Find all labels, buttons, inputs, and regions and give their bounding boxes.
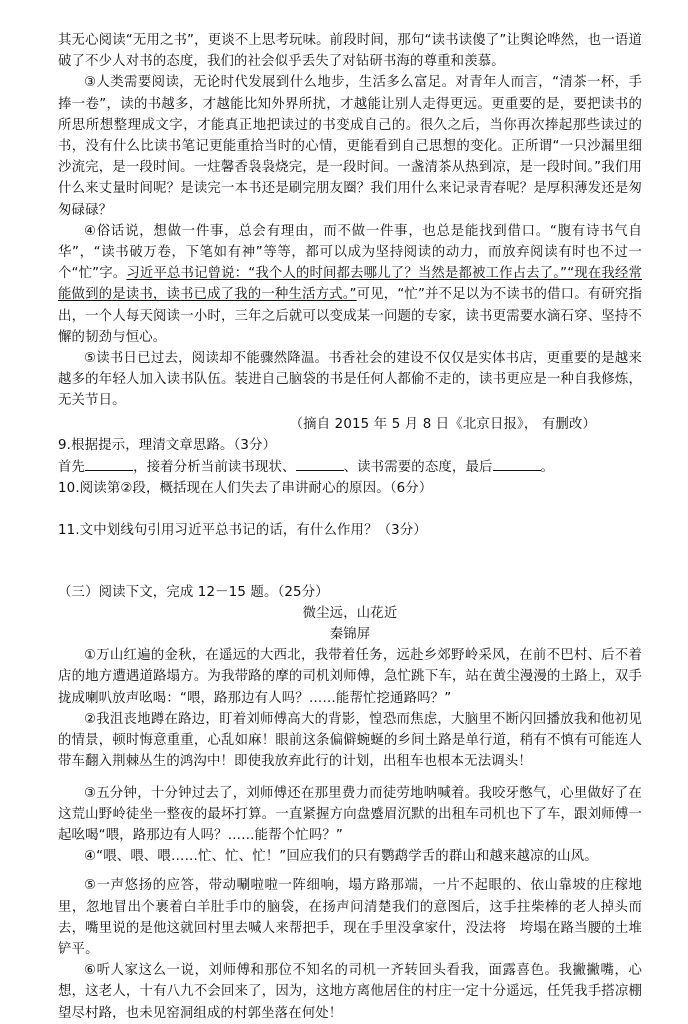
- answer-space-11[interactable]: [58, 542, 642, 576]
- story-paragraph-6: ⑥听人家这么一说，刘师傅和那位不知名的司机一齐转回头看我，面露喜色。我撇撇嘴，心想，这老人，十有八九不会回来了，因为，这地方离他居住的村庄一定十分遥远，任凭我手搭凉棚望尽村路，也未见窑洞组成的村郭坐落在何处！: [58, 963, 642, 1021]
- source-citation: （摘自 2015 年 5 月 8 日《北京日报》， 有删改）: [289, 416, 596, 432]
- underlined-quote: 习近平总书记曾说：“我个人的时间都去哪儿了？当然是都被工作占去了。”“现在我经常能做到的是读书，读书已成了我的一种生活方式。”: [58, 266, 643, 303]
- story-paragraph-4: ④“喂、喂、喂……忙、忙、忙！”回应我们的只有鹦鹉学舌的群山和越来越凉的山风。: [84, 849, 598, 865]
- story-paragraph-5: ⑤一声悠扬的应答，带动唰啦啦一阵细响，塌方路那端，一片不起眼的、依山靠坡的庄稼地里，忽地冒出个裹着白羊肚手巾的脑袋，在扬声问清楚我们的意图后，这手拄柴棒的老人掉头而去，嘴里说的是他这就回村里去喊人来帮把手，现在手里没拿家什，没法将 垮塌在路当腰的土堆铲平。: [58, 878, 642, 957]
- paragraph-gap: [58, 773, 642, 783]
- question-10: 10.阅读第②段，概括现在人们失去了串讲耐心的原因。（6分）: [58, 481, 433, 497]
- paragraph-continued: 其无心阅读“无用之书”，更谈不上思考玩味。前段时间，那句“读书读傻了”让舆论哗然，也一语道破了不少人对书的态度，我们的社会似乎丢失了对钻研书海的尊重和羡慕。: [58, 33, 642, 70]
- answer-blank-2[interactable]: [296, 456, 344, 471]
- answer-blank-3[interactable]: [493, 456, 541, 471]
- paragraph-gap: [58, 867, 642, 875]
- section-3-heading: （三）阅读下文，完成 12－15 题。（25分）: [58, 584, 329, 600]
- document-page: [58, 30, 642, 1024]
- q9-text-a: 首先: [58, 460, 86, 476]
- story-paragraph-3: ③五分钟，十分钟过去了，刘师傅还在那里费力而徒劳地呐喊着。我咬牙憋气，心里做好了在这荒山野岭徒坐一整夜的最坏打算。一直紧握方向盘蹙眉沉默的出租车司机也下了车，跟刘师傅一起吆喝“喂，路那边有人吗？……能帮个忙吗？”: [58, 785, 642, 843]
- paragraph-4-intro: ④俗话说，想做一件事，总会有理由，而不做一件事，也总是能找到借口。“腹有诗书气自华”，“读书破万卷，下笔如有神”等等，都可以成为坚持阅读的动力，而放弃阅读有时也不过一个“忙”字。: [58, 223, 642, 282]
- question-9-prompt: [58, 456, 642, 478]
- paragraph-4-rest: 可见，“忙”并不足以为不读书的借口。有研究指出，一个人每天阅读一小时，三年之后就可以变成某一问题的专家，读书更需要水滴石穿、坚持不懈的韧劲与恒心。: [58, 287, 642, 345]
- q9-text-b: ，接着分析当前读书现状、: [133, 460, 296, 476]
- answer-space-10[interactable]: [58, 499, 642, 520]
- question-11: 11.文中划线句引用习近平总书记的话，有什么作用？（3分）: [58, 523, 427, 539]
- paragraph-3: ③人类需要阅读，无论时代发展到什么地步，生活多么富足。对青年人而言，“清茶一杯，手捧一卷”，读的书越多，才越能比知外界所扰，才越能让别人走得更远。更重要的是，要把读书的所思所想整理成文字，才能真正地把读过的书变成自己的。很久之后，当你再次捧起那些读过的书，没有什么比读书笔记更能重拾当时的心情，更能看到自己思想的变化。正所谓“一只沙漏里细沙流完，是一段时间。一炷馨香袅袅烧完，是一段时间。一盏清茶从热到凉，是一段时间。”我们用什么来丈量时间呢？是读完一本书还是刷完朋友圈？我们用什么来记录青春呢？是厚积薄发还是匆匆碌碌？: [58, 75, 642, 218]
- q9-text-c: 、读书需要的态度，最后: [343, 460, 493, 476]
- question-9: 9.根据提示，理清文章思路。（3分）: [58, 437, 277, 453]
- story-title: 微尘远，山花近: [302, 605, 398, 621]
- paragraph-5: ⑤读书日已过去，阅读却不能骤然降温。书香社会的建设不仅仅是实体书店，更重要的是越来越多的年轻人加入读书队伍。装进自己脑袋的书是任何人都偷不走的，读书更应是一种自我修炼，无关节日。: [58, 351, 642, 409]
- paragraph-4: [58, 221, 642, 348]
- q9-text-d: 。: [540, 460, 555, 476]
- story-paragraph-1: ①万山红遍的金秋，在遥远的大西北，我带着任务，远赴乡郊野岭采风，在前不巴村、后不着店的地方遭遇道路塌方。为我带路的摩的司机刘师傅，急忙跳下车，站在黄尘漫漫的土路上，双手拢成喇叭放声吆喝：“喂，路那边有人吗？……能帮忙挖通路吗？”: [58, 648, 642, 706]
- answer-blank-1[interactable]: [85, 456, 133, 471]
- story-author: 秦锦屏: [329, 627, 371, 643]
- story-paragraph-2: ②我沮丧地蹲在路边，盯着刘师傅高大的背影，惶恐而焦虑，大脑里不断闪回播放我和他初见的情景，顿时悔意重重，心乱如麻！眼前这条偏僻蜿蜒的乡间土路是单行道，稍有不慎有可能连人带车翻入荆棘丛生的鸿沟中！即使我放弃此行的计划，出租车也根本无法调头！: [58, 711, 642, 770]
